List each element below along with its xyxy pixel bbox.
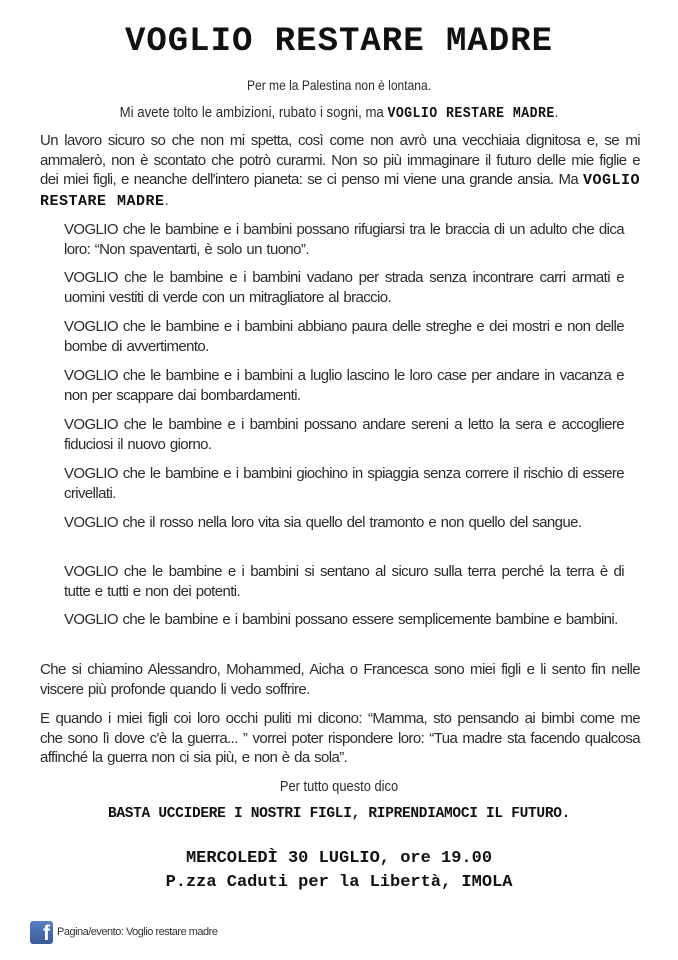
facebook-icon	[30, 921, 53, 944]
wish-item: VOGLIO che le bambine e i bambini si sentano al sicuro sulla terra perché la terra è di tutte e tutti e non dei potenti.	[64, 563, 624, 600]
facebook-glyph: f	[43, 921, 50, 945]
paragraph-names: Che si chiamino Alessandro, Mohammed, Aicha o Francesca sono miei figli e li sento fin nelle viscere più profonde quando li vedo soffrire.	[40, 661, 640, 698]
facebook-page-label: Pagina/evento: Voglio restare madre	[57, 926, 218, 938]
wish-item: VOGLIO che le bambine e i bambini possano essere semplicemente bambine e bambini.	[64, 611, 618, 628]
flyer-title: VOGLIO RESTARE MADRE	[124, 23, 554, 61]
intro-line-1: Per me la Palestina non è lontana.	[246, 77, 432, 93]
intro-line-2-emphasis: VOGLIO RESTARE MADRE	[387, 105, 555, 122]
intro-line-2-end: .	[554, 104, 559, 121]
paragraph-future-end: .	[164, 191, 169, 209]
intro-line-2	[41, 104, 638, 123]
paragraph-future	[40, 131, 640, 211]
wish-item: VOGLIO che le bambine e i bambini possano andare sereni a letto la sera e accogliere fiduciosi il nuovo giorno.	[64, 416, 624, 453]
intro-line-2-text: Mi avete tolto le ambizioni, rubato i sogni, ma	[119, 104, 388, 121]
wish-item: VOGLIO che le bambine e i bambini abbiano paura delle streghe e dei mostri e non delle bombe di avvertimento.	[64, 318, 624, 355]
paragraph-children: E quando i miei figli coi loro occhi puliti mi dicono: “Mamma, sto pensando ai bimbi come me che sono lì dove c'è la guerra... ” vorrei poter rispondere loro: “Tua madre sta facendo qualcosa affinché la guerra non ci sia più, e non è da sola”.	[40, 710, 640, 766]
wish-item: VOGLIO che le bambine e i bambini possano rifugiarsi tra le braccia di un adulto che dica loro: “Non spaventarti, è solo un tuono”.	[64, 221, 624, 258]
closing-line: Per tutto questo dico	[279, 778, 399, 795]
paragraph-future-emphasis: VOGLIO RESTARE MADRE	[40, 172, 640, 210]
slogan: BASTA UCCIDERE I NOSTRI FIGLI, RIPRENDIAMOCI IL FUTURO.	[107, 806, 571, 822]
wish-item: VOGLIO che le bambine e i bambini giochino in spiaggia senza correre il rischio di essere crivellati.	[64, 465, 624, 502]
facebook-link[interactable]	[30, 919, 217, 945]
event-date: MERCOLEDÌ 30 LUGLIO, ore 19.00	[185, 849, 493, 868]
wish-item: VOGLIO che le bambine e i bambini a luglio lascino le loro case per andare in vacanza e non per scappare dai bombardamenti.	[64, 367, 624, 404]
paragraph-future-text: Un lavoro sicuro so che non mi spetta, così come non avrò una vecchiaia dignitosa e, se mi ammalerò, non è scontato che potrò curarmi. Non so più immaginare il futuro delle mie figlie e dei miei figli, e neanche dell'intero pianeta: se ci penso mi viene una grande ansia. Ma	[40, 132, 640, 188]
wish-item: VOGLIO che le bambine e i bambini vadano per strada senza incontrare carri armati e uomini vestiti di verde con un mitragliatore al braccio.	[64, 269, 624, 306]
event-place: P.zza Caduti per la Libertà, IMOLA	[165, 873, 513, 892]
wish-item: VOGLIO che il rosso nella loro vita sia quello del tramonto e non quello del sangue.	[64, 514, 582, 531]
